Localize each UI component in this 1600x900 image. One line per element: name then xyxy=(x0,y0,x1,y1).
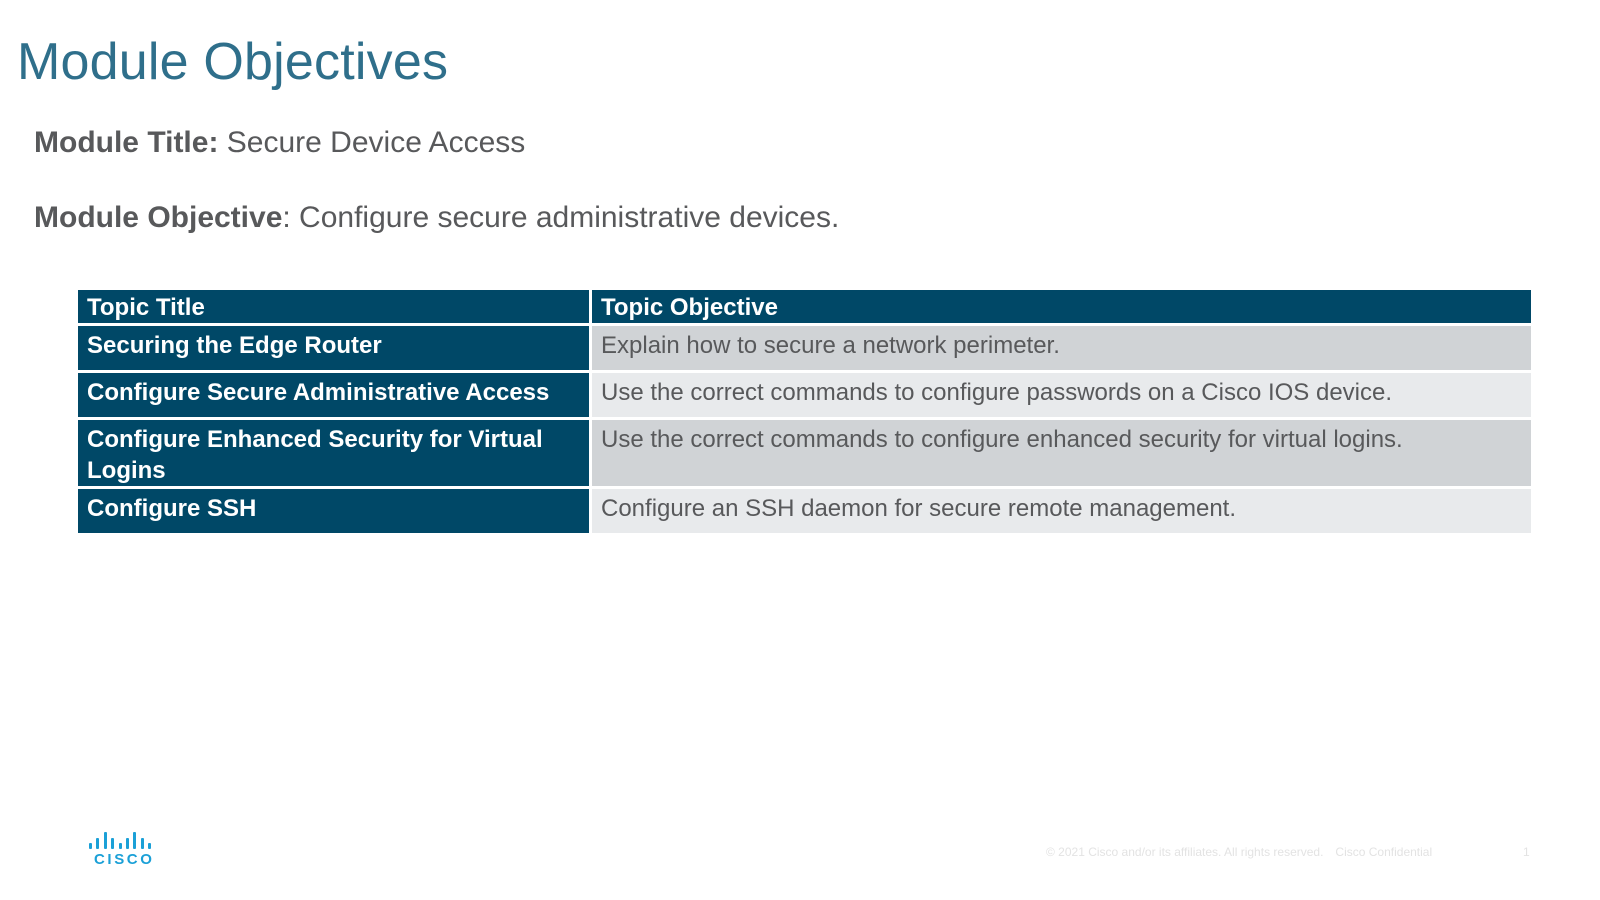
topics-table xyxy=(75,287,1534,536)
module-objective-value: : Configure secure administrative devices. xyxy=(282,201,840,234)
table-row xyxy=(77,372,1533,419)
header-topic-objective: Topic Objective xyxy=(591,289,1533,325)
topic-objective-cell: Configure an SSH daemon for secure remote management. xyxy=(591,488,1533,535)
page-title: Module Objectives xyxy=(17,33,449,91)
topic-objective-cell: Use the correct commands to configure enhanced security for virtual logins. xyxy=(591,419,1533,488)
cisco-logo xyxy=(88,832,155,872)
cisco-bars-icon xyxy=(89,832,151,849)
footer-confidential: Cisco Confidential xyxy=(1335,845,1433,859)
module-objective-label: Module Objective xyxy=(34,201,283,234)
cisco-logo-text: CISCO xyxy=(94,851,155,868)
table-row xyxy=(77,419,1533,488)
table-row xyxy=(77,488,1533,535)
page-number: 1 xyxy=(1523,845,1530,859)
module-objective-line xyxy=(34,201,839,235)
module-title-label: Module Title: xyxy=(34,126,219,159)
topic-objective-cell: Use the correct commands to configure passwords on a Cisco IOS device. xyxy=(591,372,1533,419)
header-topic-title: Topic Title xyxy=(77,289,591,325)
footer-legal xyxy=(1046,845,1444,859)
module-title-value: Secure Device Access xyxy=(218,126,526,159)
module-title-line xyxy=(34,126,525,160)
topic-title-cell: Configure Secure Administrative Access xyxy=(77,372,591,419)
table-row xyxy=(77,325,1533,372)
footer-copyright: © 2021 Cisco and/or its affiliates. All rights reserved. xyxy=(1046,845,1324,859)
topic-title-cell: Configure Enhanced Security for Virtual Logins xyxy=(77,419,591,488)
topic-title-cell: Configure SSH xyxy=(77,488,591,535)
topic-objective-cell: Explain how to secure a network perimeter. xyxy=(591,325,1533,372)
table-header-row xyxy=(77,289,1533,325)
topic-title-cell: Securing the Edge Router xyxy=(77,325,591,372)
